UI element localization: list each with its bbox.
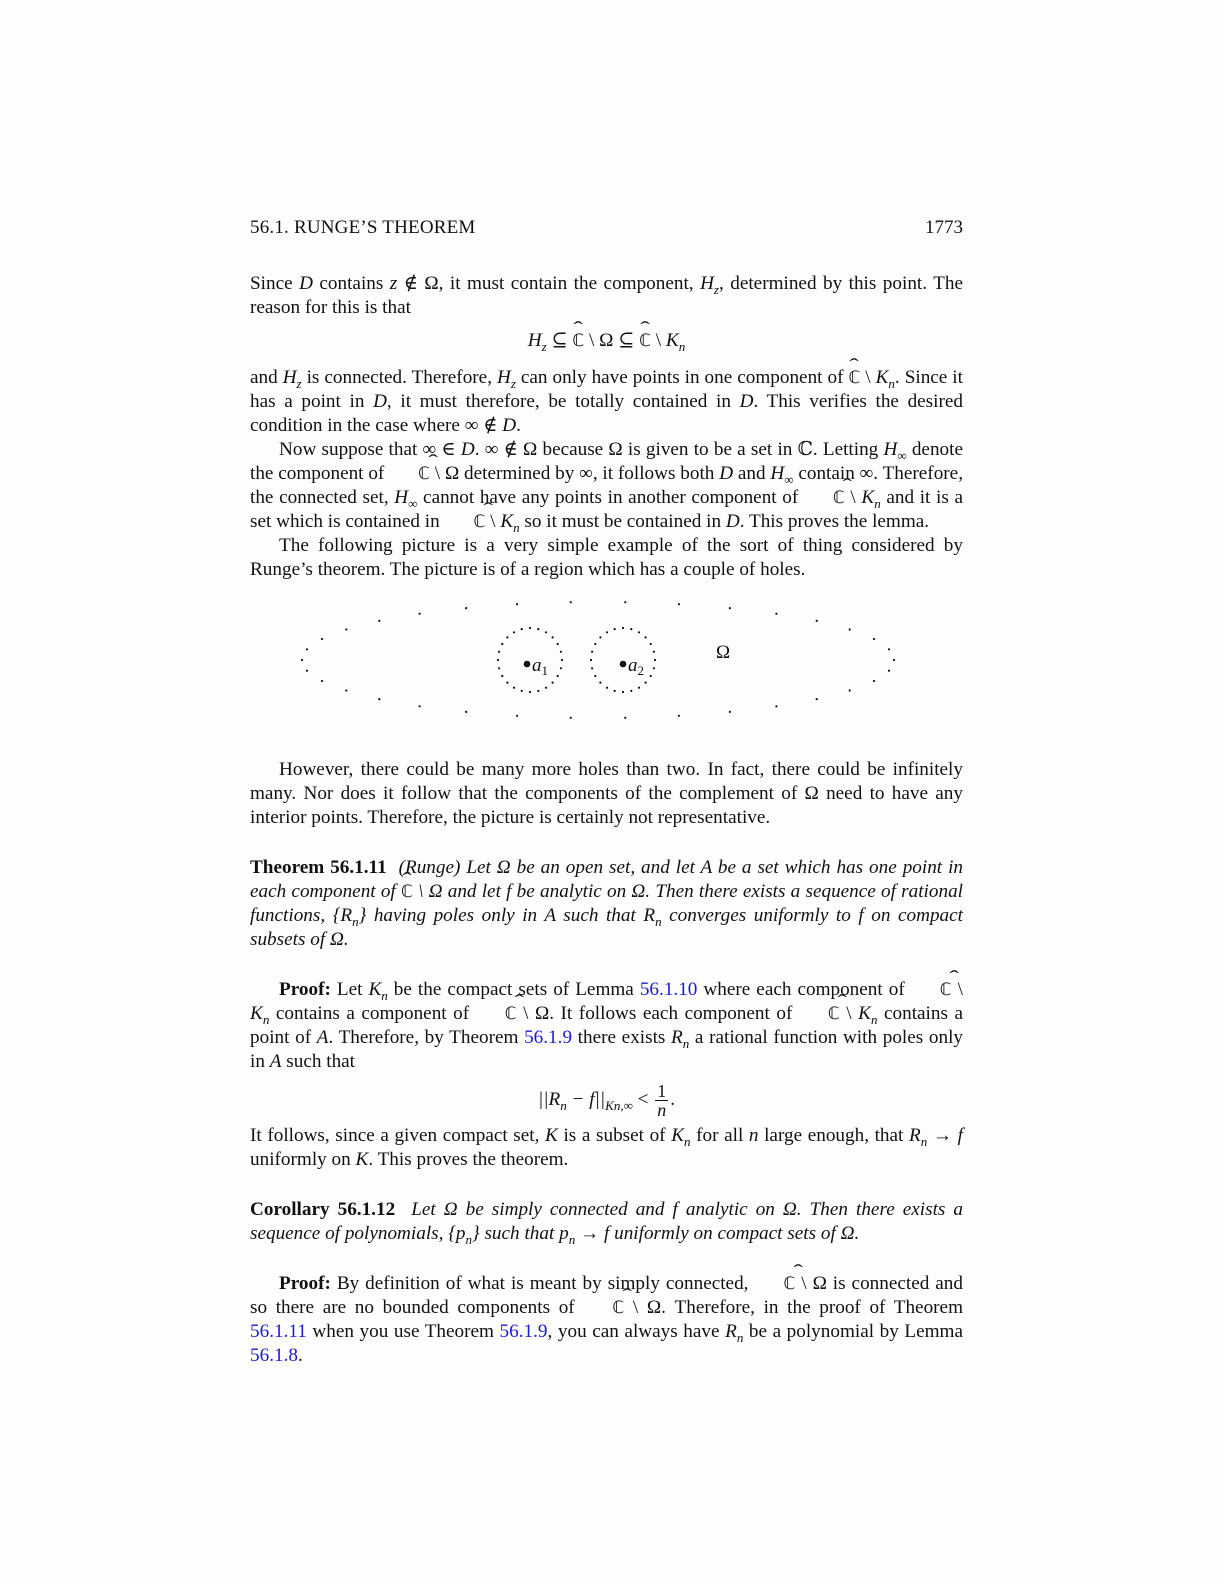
theorem-56-1-9-link[interactable]: 56.1.9 <box>524 1027 573 1048</box>
boundary-dot <box>529 627 531 629</box>
boundary-dot <box>306 648 308 650</box>
boundary-dot <box>775 705 777 707</box>
boundary-dot <box>729 711 731 713</box>
paragraph-5: However, there could be many more holes than two. In fact, there could be infinitely many. Nor does it follow that the components of the complement of Ω need to have any interior points. Therefore, the picture is certainly not representative. <box>250 759 963 828</box>
boundary-dot <box>893 659 895 661</box>
boundary-dot <box>513 687 515 689</box>
boundary-dot <box>345 628 347 630</box>
label-a2: $a_2$ <box>628 655 644 678</box>
boundary-dot <box>557 643 559 645</box>
boundary-dot <box>545 631 547 633</box>
boundary-dot <box>321 638 323 640</box>
boundary-dot <box>622 691 624 693</box>
boundary-dot <box>630 690 632 692</box>
boundary-dot <box>419 613 421 615</box>
boundary-dot <box>497 659 499 661</box>
boundary-dot <box>537 690 539 692</box>
boundary-dot <box>816 698 818 700</box>
boundary-dot <box>599 682 601 684</box>
boundary-dot <box>638 687 640 689</box>
paragraph-4: The following picture is a very simple example of the sort of thing considered by Runge’s theorem. The picture is of a region which has a couple of holes. <box>250 535 963 580</box>
boundary-dot <box>624 717 626 719</box>
boundary-dot <box>849 689 851 691</box>
boundary-dot <box>570 717 572 719</box>
boundary-dot <box>545 687 547 689</box>
label-a1: $a_1$ <box>532 655 548 678</box>
boundary-dot <box>653 651 655 653</box>
boundary-dot <box>345 689 347 691</box>
proof-1-conclusion: It follows, since a given compact set, K is a subset of $K_n$ for all n large enough, that $R_n \to f$ uniformly on K. This proves the theorem. <box>250 1125 963 1170</box>
boundary-dot <box>529 691 531 693</box>
boundary-dot <box>729 607 731 609</box>
running-header <box>250 216 963 246</box>
point-a2 <box>620 661 627 668</box>
theorem-56-1-9-link[interactable]: 56.1.9 <box>499 1321 548 1342</box>
boundary-dot <box>775 613 777 615</box>
paragraph-3: Now suppose that ∞ ∈ D. ∞ ∉ Ω because Ω is given to be a set in ℂ. Letting $H_\infty$ denote the component of ˆ ℂ \ Ω determined by ∞, it follows both D and $H_\infty$ contain ∞. Therefore, the connected set, $H_\infty$ cannot have any points in another component of ˆ ℂ \ $K_n$ and it is a set which is contained in ˆ ℂ \ $K_n$ so it must be contained in D. This proves the lemma. <box>250 438 963 534</box>
boundary-dot <box>678 715 680 717</box>
boundary-dot <box>624 601 626 603</box>
boundary-dot <box>614 690 616 692</box>
boundary-dot <box>521 690 523 692</box>
boundary-dot <box>506 636 508 638</box>
boundary-dot <box>622 627 624 629</box>
theorem-56-1-11-link[interactable]: 56.1.11 <box>250 1321 307 1342</box>
boundary-dot <box>591 651 593 653</box>
paragraph-1: Since D contains z ∉ Ω, it must contain the component, $H_z$, determined by this point. The reason for this is that <box>250 273 963 318</box>
boundary-dot <box>537 628 539 630</box>
boundary-dot <box>498 651 500 653</box>
boundary-dot <box>591 667 593 669</box>
region-with-holes-figure <box>250 596 963 746</box>
boundary-dot <box>321 680 323 682</box>
fraction-one-over-n: $\frac{1}{n}$ <box>657 1081 667 1121</box>
boundary-dot <box>501 675 503 677</box>
theorem-heading: Theorem 56.1.11 <box>250 857 387 878</box>
boundary-dot <box>888 648 890 650</box>
lemma-56-1-10-link[interactable]: 56.1.10 <box>639 979 698 1000</box>
lemma-56-1-8-link[interactable]: 56.1.8 <box>250 1345 298 1366</box>
theorem-56-1-11: Theorem 56.1.11 (Runge) Let Ω be an open set, and let A be a set which has one point in each component of ˆ ℂ \ Ω and let f be analytic on Ω. Then there exists a sequence of rational functions, $\{R_n\}$ having poles only in A such that $R_n$ converges uniformly to f on compact subsets of Ω. <box>250 856 963 952</box>
boundary-dot <box>465 607 467 609</box>
boundary-dot <box>557 675 559 677</box>
boundary-dot <box>501 643 503 645</box>
boundary-dot <box>561 659 563 661</box>
boundary-dot <box>306 670 308 672</box>
outer-boundary-dotted <box>301 601 895 719</box>
page-number: 1773 <box>925 217 963 238</box>
boundary-dot <box>498 667 500 669</box>
boundary-dot <box>678 603 680 605</box>
boundary-dot <box>465 711 467 713</box>
boundary-dot <box>594 643 596 645</box>
equation-1: $H_z$ ⊆ ˆ ℂ \ Ω ⊆ ˆ ℂ \ $K_n$ <box>250 324 963 358</box>
boundary-dot <box>638 631 640 633</box>
boundary-dot <box>654 659 656 661</box>
boundary-dot <box>516 603 518 605</box>
boundary-dot <box>888 670 890 672</box>
boundary-dot <box>849 628 851 630</box>
paragraph-2: and $H_z$ is connected. Therefore, $H_z$ can only have points in one component of ˆ ℂ \ $K_n$. Since it has a point in D, it must therefore, be totally contained in D. This verifies the desired condition in the case where ∞ ∉ D. <box>250 366 963 438</box>
boundary-dot <box>506 682 508 684</box>
boundary-dot <box>630 628 632 630</box>
proof-heading: Proof: <box>279 1273 331 1294</box>
boundary-dot <box>552 682 554 684</box>
proof-2: Proof: By definition of what is meant by simply connected, ˆ ℂ \ Ω is connected and so there are no bounded components of ˆ ℂ \ Ω. Therefore, in the proof of Theorem 56.1.11 when you use Theorem 56.1.9, you can always have $R_n$ be a polynomial by Lemma 56.1.8. <box>250 1272 963 1368</box>
boundary-dot <box>521 628 523 630</box>
boundary-dot <box>301 659 303 661</box>
boundary-dot <box>645 636 647 638</box>
boundary-dot <box>653 667 655 669</box>
corollary-56-1-12: Corollary 56.1.12 Let Ω be simply connected and f analytic on Ω. Then there exists a sequence of polynomials, $\{p_n\}$ such that $p_n \to f$ uniformly on compact sets of Ω. <box>250 1199 963 1247</box>
corollary-heading: Corollary 56.1.12 <box>250 1199 396 1220</box>
equation-2: $||R_n - f||_{Kn,\infty}$ < $\frac{1}{n}$ . <box>537 1081 676 1121</box>
boundary-dot <box>513 631 515 633</box>
boundary-dot <box>599 636 601 638</box>
label-omega: Ω <box>716 642 731 663</box>
boundary-dot <box>650 643 652 645</box>
boundary-dot <box>560 667 562 669</box>
figure-svg <box>250 596 963 746</box>
boundary-dot <box>560 651 562 653</box>
boundary-dot <box>873 638 875 640</box>
boundary-dot <box>816 620 818 622</box>
boundary-dot <box>606 631 608 633</box>
hole-2-boundary-dotted <box>590 627 656 693</box>
boundary-dot <box>594 675 596 677</box>
boundary-dot <box>614 628 616 630</box>
boundary-dot <box>419 705 421 707</box>
boundary-dot <box>645 682 647 684</box>
section-title: 56.1. RUNGE’S THEOREM <box>250 217 476 238</box>
proof-1: Proof: Let $K_n$ be the compact sets of Lemma 56.1.10 where each component of ˆ ℂ \ $K_n$ contains a component of ˆ ℂ \ Ω. It follows each component of ˆ ℂ \ $K_n$ contains a point of A. Therefore, by Theorem 56.1.9 there exists $R_n$ a rational function with poles only in A such that <box>250 978 963 1074</box>
boundary-dot <box>606 687 608 689</box>
boundary-dot <box>552 636 554 638</box>
boundary-dot <box>378 620 380 622</box>
proof-heading: Proof: <box>279 979 331 1000</box>
boundary-dot <box>590 659 592 661</box>
boundary-dot <box>516 715 518 717</box>
document-page <box>250 216 963 1368</box>
point-a1 <box>524 661 531 668</box>
boundary-dot <box>378 698 380 700</box>
hole-1-boundary-dotted <box>497 627 563 693</box>
boundary-dot <box>650 675 652 677</box>
boundary-dot <box>873 680 875 682</box>
boundary-dot <box>570 601 572 603</box>
